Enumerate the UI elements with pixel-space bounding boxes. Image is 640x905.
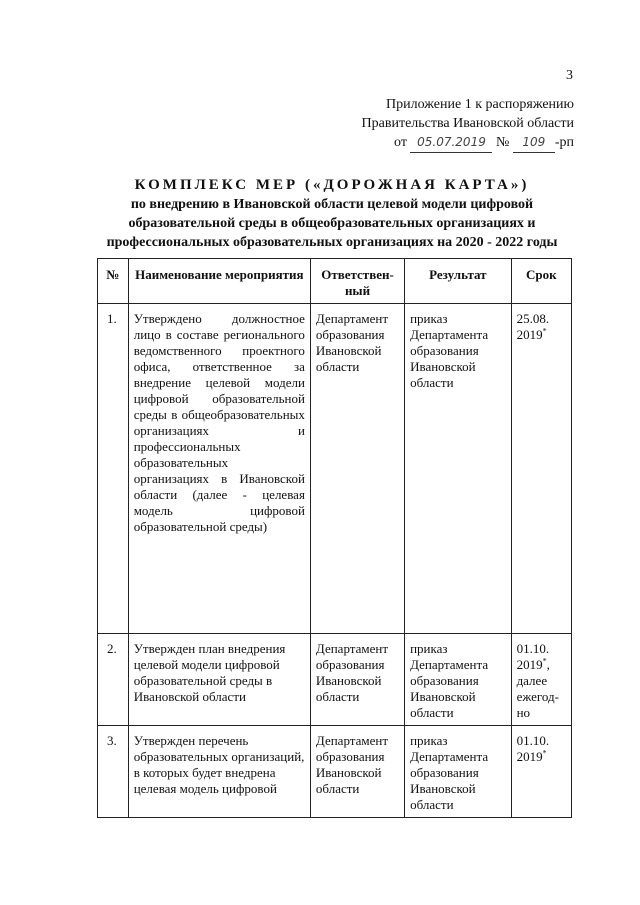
annex-date: 05.07.2019 — [410, 133, 492, 153]
title-line-3: образовательной среды в общеобразовательных организациях и — [128, 216, 536, 231]
table-row — [98, 726, 572, 818]
row-event: Утвержден перечень образовательных организаций, в которых будет внедрена целевая модель цифровой — [128, 726, 310, 818]
row-term — [511, 634, 571, 726]
row-term — [511, 304, 571, 634]
table-header-row — [98, 259, 572, 304]
annex-from-label: от — [394, 135, 407, 150]
page-number: 3 — [566, 68, 573, 83]
table-row — [98, 304, 572, 634]
annex-line-3 — [314, 133, 574, 153]
row-term — [511, 726, 571, 818]
annex-line-2: Правительства Ивановской области — [361, 116, 574, 131]
header-responsible: Ответствен-ный — [310, 259, 404, 304]
annex-number-label: № — [495, 135, 510, 150]
title-main: КОМПЛЕКС МЕР («ДОРОЖНАЯ КАРТА») — [134, 177, 530, 193]
row-responsible: Департамент образования Ивановской области — [310, 304, 404, 634]
term-asterisk: * — [542, 326, 547, 336]
header-term: Срок — [511, 259, 571, 304]
document-title — [82, 176, 582, 252]
title-line-2: по внедрению в Ивановской области целевой модели цифровой — [130, 197, 534, 212]
annex-suffix: -рп — [554, 135, 574, 150]
term-date: 25.08. 2019 — [516, 311, 550, 342]
row-event: Утверждено должностное лицо в составе регионального ведомственного проектного офиса, ответственное за внедрение целевой модели цифровой образовательной среды в общеобразовательных организациях и профессиональных образовательных организациях в Ивановской области (далее - целевая модель цифровой образовательной среды) — [128, 304, 310, 634]
row-result: приказ Департамента образования Ивановской области — [405, 304, 511, 634]
row-responsible: Департамент образования Ивановской области — [310, 634, 404, 726]
term-date: 01.10. 2019 — [516, 733, 550, 764]
annex-number: 109 — [513, 133, 555, 153]
row-responsible: Департамент образования Ивановской области — [310, 726, 404, 818]
row-event: Утвержден план внедрения целевой модели цифровой образовательной среды в Ивановской области — [128, 634, 310, 726]
header-num: № — [98, 259, 129, 304]
row-result: приказ Департамента образования Ивановской области — [405, 726, 511, 818]
header-event: Наименование мероприятия — [128, 259, 310, 304]
term-asterisk: * — [542, 748, 547, 758]
row-num: 1. — [98, 304, 129, 634]
row-num: 2. — [98, 634, 129, 726]
header-result: Результат — [405, 259, 511, 304]
table-row — [98, 634, 572, 726]
annex-header — [314, 95, 574, 153]
row-result: приказ Департамента образования Ивановской области — [405, 634, 511, 726]
row-num: 3. — [98, 726, 129, 818]
annex-line-1: Приложение 1 к распоряжению — [386, 97, 574, 112]
title-line-4: профессиональных образовательных организациях на 2020 - 2022 годы — [106, 235, 558, 250]
term-asterisk: * — [542, 656, 547, 666]
term-extra: , далее ежегод-но — [516, 657, 559, 720]
term-date: 01.10. 2019 — [516, 641, 550, 672]
roadmap-table — [97, 258, 572, 818]
